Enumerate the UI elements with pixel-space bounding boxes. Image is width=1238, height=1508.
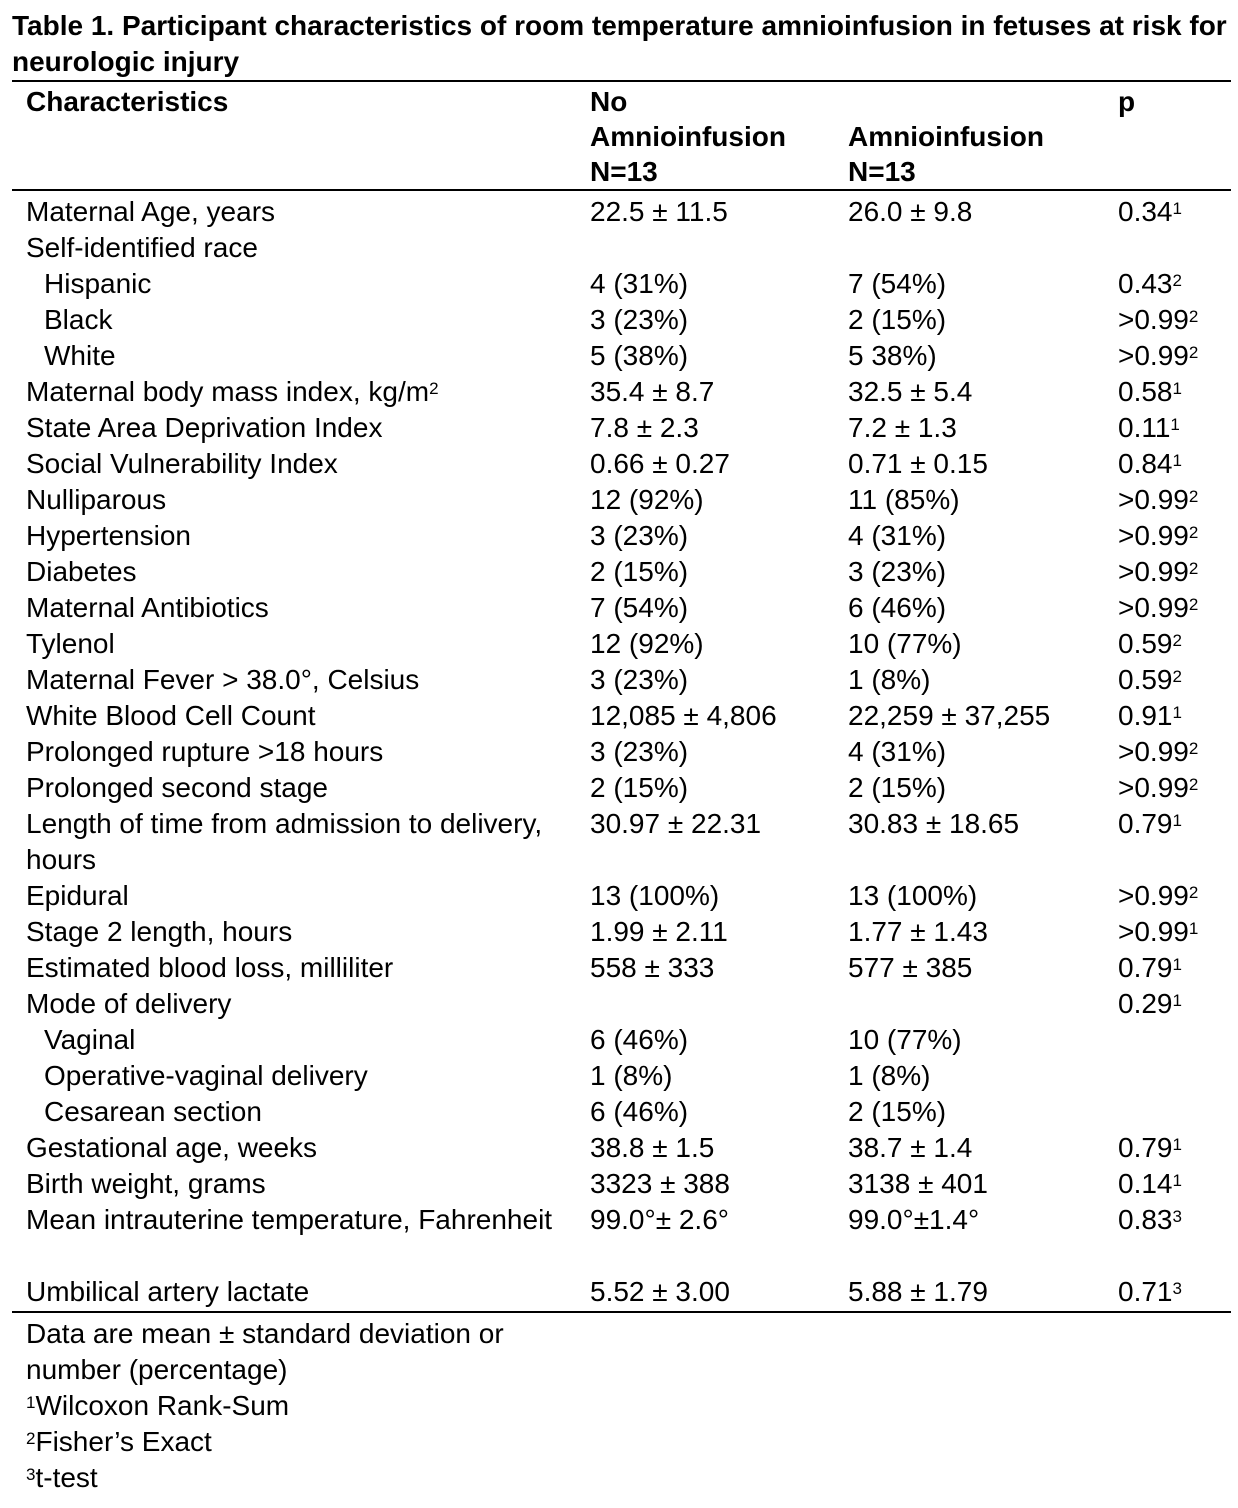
- row-label: [26, 1130, 317, 1166]
- header-no-amnio-line2: Amnioinfusion: [590, 121, 786, 152]
- p-value-text: 0.34: [1118, 196, 1173, 227]
- row-label-text: Estimated blood loss, milliliter: [26, 952, 394, 983]
- p-value: [1118, 554, 1198, 590]
- no-amnioinfusion-value: 3323 ± 388: [590, 1168, 730, 1199]
- p-value-test-marker: 2: [1188, 883, 1199, 902]
- row-label-text: Stage 2 length, hours: [26, 916, 293, 947]
- p-value: [1118, 626, 1182, 662]
- row-label-text: Maternal Antibiotics: [26, 592, 269, 623]
- p-value-text: >0.99: [1118, 556, 1189, 587]
- p-value-text: 0.79: [1118, 952, 1173, 983]
- p-value-test-marker: 1: [1172, 1135, 1182, 1154]
- no-amnioinfusion-value: 13 (100%): [590, 880, 720, 911]
- no-amnioinfusion-value: 99.0°± 2.6°: [590, 1204, 729, 1235]
- row-label: [26, 770, 328, 806]
- no-amnioinfusion-value: 3 (23%): [590, 736, 689, 767]
- p-value: [1118, 986, 1182, 1022]
- no-amnioinfusion-value: 558 ± 333: [590, 952, 715, 983]
- row-label: [44, 338, 116, 374]
- row-label-text: Maternal Fever > 38.0°, Celsius: [26, 664, 420, 695]
- amnioinfusion-value: 2 (15%): [848, 772, 947, 803]
- p-value: [1118, 1274, 1182, 1310]
- p-value-text: 0.79: [1118, 808, 1173, 839]
- p-value-text: 0.58: [1118, 376, 1173, 407]
- p-value-test-marker: 2: [1172, 271, 1182, 290]
- p-value: [1118, 446, 1182, 482]
- header-p: p: [1118, 86, 1136, 117]
- amnioinfusion-value: 30.83 ± 18.65: [848, 808, 1020, 839]
- row-label-text: Prolonged rupture >18 hours: [26, 736, 384, 767]
- row-label-text: Self-identified race: [26, 232, 258, 263]
- row-label: [26, 950, 393, 986]
- p-value-test-marker: 1: [1172, 379, 1182, 398]
- p-value-test-marker: 1: [1188, 919, 1199, 938]
- p-value-test-marker: 1: [1172, 703, 1182, 722]
- p-value: [1118, 950, 1182, 986]
- header-amnio-line1: Amnioinfusion: [848, 121, 1044, 152]
- header-no-amnio-line1: No: [590, 86, 628, 117]
- p-value-text: 0.29: [1118, 988, 1173, 1019]
- row-label-text: Vaginal: [44, 1024, 136, 1055]
- p-value-text: >0.99: [1118, 592, 1189, 623]
- amnioinfusion-value: 577 ± 385: [848, 952, 973, 983]
- footnote: [26, 1424, 586, 1460]
- amnioinfusion-value: 13 (100%): [848, 880, 978, 911]
- amnioinfusion-value: 10 (77%): [848, 1024, 962, 1055]
- row-label: [26, 194, 275, 230]
- p-value: [1118, 266, 1182, 302]
- p-value-text: 0.11: [1118, 412, 1171, 443]
- amnioinfusion-value: 2 (15%): [848, 304, 947, 335]
- p-value: [1118, 194, 1182, 230]
- row-label: [26, 986, 231, 1022]
- p-value-text: >0.99: [1118, 736, 1189, 767]
- p-value: [1118, 518, 1198, 554]
- no-amnioinfusion-value: 7.8 ± 2.3: [590, 412, 699, 443]
- p-value-test-marker: 2: [1172, 631, 1182, 650]
- p-value-text: >0.99: [1118, 916, 1189, 947]
- row-label: [26, 482, 166, 518]
- amnioinfusion-value: 4 (31%): [848, 736, 947, 767]
- p-value-test-marker: 2: [1188, 307, 1199, 326]
- header-no-amnio-n: N=13: [590, 156, 658, 187]
- table-title: Table 1. Participant characteristics of room temperature amnioinfusion in fetuses at risk for neurologic injury: [12, 10, 1227, 77]
- no-amnioinfusion-value: 5.52 ± 3.00: [590, 1276, 730, 1307]
- amnioinfusion-value: 22,259 ± 37,255: [848, 700, 1051, 731]
- no-amnioinfusion-value: 5 (38%): [590, 340, 689, 371]
- row-label: [26, 374, 439, 410]
- row-label: [44, 1094, 262, 1130]
- row-label: [26, 662, 419, 698]
- row-label-text: Social Vulnerability Index: [26, 448, 338, 479]
- p-value-text: 0.14: [1118, 1168, 1173, 1199]
- p-value-text: 0.79: [1118, 1132, 1173, 1163]
- p-value-text: 0.59: [1118, 664, 1173, 695]
- amnioinfusion-value: 32.5 ± 5.4: [848, 376, 973, 407]
- p-value-text: >0.99: [1118, 484, 1189, 515]
- row-label-text: Tylenol: [26, 628, 115, 659]
- p-value: [1118, 302, 1198, 338]
- p-value-test-marker: 3: [1172, 1207, 1182, 1226]
- amnioinfusion-value: 4 (31%): [848, 520, 947, 551]
- row-label: [26, 806, 566, 878]
- no-amnioinfusion-value: 12 (92%): [590, 484, 704, 515]
- p-value-test-marker: 1: [1172, 991, 1182, 1010]
- amnioinfusion-value: 0.71 ± 0.15: [848, 448, 988, 479]
- footnote-marker: 3: [26, 1465, 36, 1484]
- p-value-test-marker: 1: [1172, 1171, 1182, 1190]
- p-value: [1118, 410, 1180, 446]
- no-amnioinfusion-value: 0.66 ± 0.27: [590, 448, 730, 479]
- p-value-text: >0.99: [1118, 304, 1189, 335]
- p-value-test-marker: 2: [1188, 487, 1199, 506]
- amnioinfusion-value: 3138 ± 401: [848, 1168, 988, 1199]
- amnioinfusion-value: 99.0°±1.4°: [848, 1204, 980, 1235]
- p-value: [1118, 482, 1198, 518]
- no-amnioinfusion-value: 4 (31%): [590, 268, 689, 299]
- no-amnioinfusion-value: 3 (23%): [590, 520, 689, 551]
- footnote-text: Wilcoxon Rank-Sum: [35, 1390, 290, 1421]
- p-value-text: 0.91: [1118, 700, 1173, 731]
- amnioinfusion-value: 11 (85%): [848, 484, 960, 515]
- no-amnioinfusion-value: 6 (46%): [590, 1096, 689, 1127]
- p-value-text: >0.99: [1118, 772, 1189, 803]
- p-value-test-marker: 1: [1170, 415, 1180, 434]
- bottom-rule: [12, 1311, 1231, 1313]
- table-footnotes: [26, 1316, 586, 1496]
- row-label-text: White Blood Cell Count: [26, 700, 316, 731]
- no-amnioinfusion-value: 35.4 ± 8.7: [590, 376, 715, 407]
- footnote-marker: 2: [26, 1429, 36, 1448]
- amnioinfusion-value: 1.77 ± 1.43: [848, 916, 988, 947]
- amnioinfusion-value: 38.7 ± 1.4: [848, 1132, 973, 1163]
- amnioinfusion-value: 1 (8%): [848, 664, 931, 695]
- p-value: [1118, 698, 1182, 734]
- p-value-test-marker: 2: [1188, 523, 1199, 542]
- row-label-text: Length of time from admission to delivery, hours: [26, 808, 543, 875]
- row-label-text: Epidural: [26, 880, 129, 911]
- row-label: [26, 554, 137, 590]
- p-value: [1118, 878, 1198, 914]
- p-value: [1118, 374, 1182, 410]
- p-value-test-marker: 2: [1188, 595, 1199, 614]
- footnote-marker: 1: [26, 1393, 36, 1412]
- row-label: [26, 698, 315, 734]
- no-amnioinfusion-value: 1 (8%): [590, 1060, 673, 1091]
- p-value-test-marker: 1: [1172, 811, 1182, 830]
- amnioinfusion-value: 6 (46%): [848, 592, 947, 623]
- row-label-text: Cesarean section: [44, 1096, 262, 1127]
- row-label-text: White: [44, 340, 116, 371]
- row-label-text: Hispanic: [44, 268, 152, 299]
- row-label-text: Mean intrauterine temperature, Fahrenheit: [26, 1204, 553, 1235]
- no-amnioinfusion-value: 3 (23%): [590, 304, 689, 335]
- row-label: [26, 1166, 266, 1202]
- no-amnioinfusion-value: 7 (54%): [590, 592, 689, 623]
- no-amnioinfusion-value: 12,085 ± 4,806: [590, 700, 777, 731]
- row-label-superscript: 2: [429, 379, 439, 398]
- p-value: [1118, 590, 1198, 626]
- p-value: [1118, 734, 1198, 770]
- footnote-text: t-test: [35, 1462, 98, 1493]
- header-rule: [12, 189, 1231, 191]
- row-label: [44, 266, 151, 302]
- row-label-text: Maternal body mass index, kg/m: [26, 376, 430, 407]
- amnioinfusion-value: 2 (15%): [848, 1096, 947, 1127]
- row-label: [26, 446, 338, 482]
- p-value-text: >0.99: [1118, 880, 1189, 911]
- row-label-text: Black: [44, 304, 113, 335]
- row-label: [26, 734, 383, 770]
- no-amnioinfusion-value: 12 (92%): [590, 628, 704, 659]
- p-value-test-marker: 1: [1172, 199, 1182, 218]
- row-label-text: Diabetes: [26, 556, 137, 587]
- row-label: [44, 302, 112, 338]
- amnioinfusion-value: 7 (54%): [848, 268, 947, 299]
- p-value-text: 0.83: [1118, 1204, 1173, 1235]
- no-amnioinfusion-value: 22.5 ± 11.5: [590, 196, 728, 227]
- p-value-test-marker: 2: [1188, 559, 1199, 578]
- p-value-text: >0.99: [1118, 520, 1189, 551]
- row-label: [44, 1058, 368, 1094]
- row-label: [26, 1274, 309, 1310]
- row-label: [44, 1022, 135, 1058]
- p-value-test-marker: 1: [1172, 955, 1182, 974]
- no-amnioinfusion-value: 30.97 ± 22.31: [590, 808, 762, 839]
- p-value: [1118, 1130, 1182, 1166]
- row-label: [26, 914, 292, 950]
- p-value: [1118, 662, 1182, 698]
- p-value-test-marker: 2: [1188, 343, 1199, 362]
- row-label-text: State Area Deprivation Index: [26, 412, 383, 443]
- amnioinfusion-value: 10 (77%): [848, 628, 962, 659]
- row-label-text: Maternal Age, years: [26, 196, 276, 227]
- no-amnioinfusion-value: 1.99 ± 2.11: [590, 916, 728, 947]
- p-value-text: 0.84: [1118, 448, 1173, 479]
- row-label: [26, 590, 269, 626]
- row-label: [26, 518, 191, 554]
- no-amnioinfusion-value: 38.8 ± 1.5: [590, 1132, 715, 1163]
- row-label: [26, 1202, 566, 1238]
- amnioinfusion-value: 26.0 ± 9.8: [848, 196, 973, 227]
- p-value: [1118, 806, 1182, 842]
- row-label-text: Nulliparous: [26, 484, 167, 515]
- footnote: [26, 1388, 586, 1424]
- footnote-text: Data are mean ± standard deviation or number (percentage): [26, 1318, 504, 1385]
- amnioinfusion-value: 5.88 ± 1.79: [848, 1276, 988, 1307]
- p-value: [1118, 338, 1198, 374]
- header-characteristics: Characteristics: [26, 86, 229, 117]
- no-amnioinfusion-value: 6 (46%): [590, 1024, 689, 1055]
- p-value-test-marker: 1: [1172, 451, 1182, 470]
- row-label: [26, 410, 382, 446]
- row-label-text: Gestational age, weeks: [26, 1132, 318, 1163]
- row-label-text: Mode of delivery: [26, 988, 232, 1019]
- p-value-test-marker: 2: [1188, 775, 1199, 794]
- row-label-text: Operative-vaginal delivery: [44, 1060, 368, 1091]
- amnioinfusion-value: 7.2 ± 1.3: [848, 412, 957, 443]
- p-value: [1118, 1202, 1182, 1238]
- footnote: [26, 1460, 586, 1496]
- p-value: [1118, 914, 1198, 950]
- p-value: [1118, 1166, 1182, 1202]
- p-value-text: 0.43: [1118, 268, 1173, 299]
- row-label: [26, 230, 258, 266]
- p-value: [1118, 770, 1198, 806]
- row-label-text: Birth weight, grams: [26, 1168, 266, 1199]
- p-value-test-marker: 2: [1172, 667, 1182, 686]
- row-label: [26, 878, 129, 914]
- amnioinfusion-value: 3 (23%): [848, 556, 947, 587]
- p-value-text: >0.99: [1118, 340, 1189, 371]
- footnote-text: Fisher’s Exact: [35, 1426, 212, 1457]
- row-label-text: Umbilical artery lactate: [26, 1276, 310, 1307]
- p-value-test-marker: 3: [1172, 1279, 1182, 1298]
- footnote: [26, 1316, 586, 1388]
- row-label: [26, 626, 115, 662]
- header-amnio-n: N=13: [848, 156, 916, 187]
- p-value-text: 0.59: [1118, 628, 1173, 659]
- p-value-test-marker: 2: [1188, 739, 1199, 758]
- row-label-text: Prolonged second stage: [26, 772, 328, 803]
- amnioinfusion-value: 5 38%): [848, 340, 937, 371]
- no-amnioinfusion-value: 2 (15%): [590, 556, 689, 587]
- p-value-text: 0.71: [1118, 1276, 1173, 1307]
- row-label-text: Hypertension: [26, 520, 191, 551]
- top-rule: [12, 80, 1231, 82]
- no-amnioinfusion-value: 3 (23%): [590, 664, 689, 695]
- no-amnioinfusion-value: 2 (15%): [590, 772, 689, 803]
- amnioinfusion-value: 1 (8%): [848, 1060, 931, 1091]
